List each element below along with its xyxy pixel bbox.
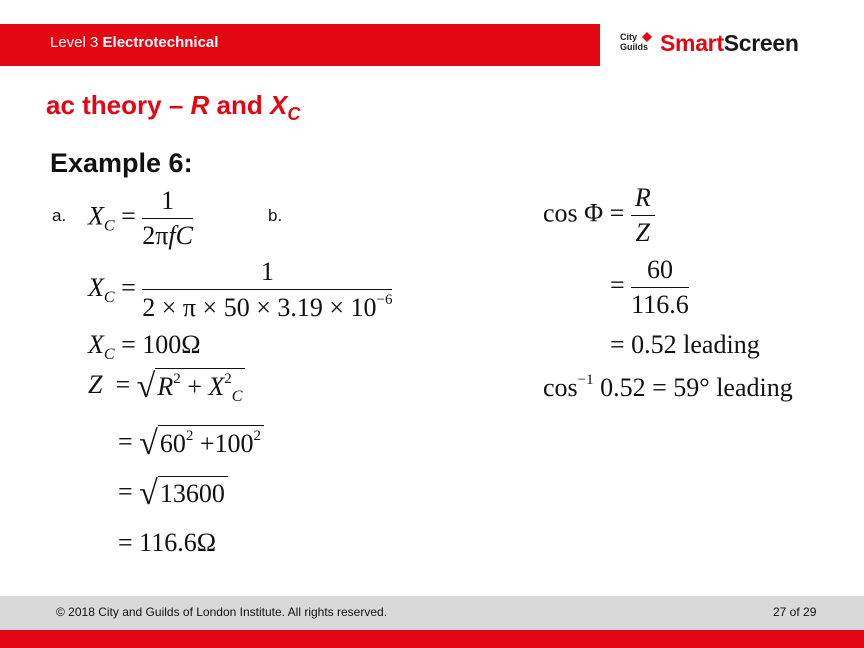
xc-formula: $X_C$ = $\frac{1}{\text{2πfC}}$ [88,186,193,250]
cos-phi-formula: cos Φ = $\frac{R}{Z}$ [543,183,655,248]
example-heading: Example 6: [50,148,193,178]
course-label: Level 3 Electrotechnical [50,34,219,51]
city-guilds-mark-icon [642,32,652,42]
cos-phi-step-2: = 0.52 leading [610,330,760,359]
xc-result: $X_C = 100\Omega$ [88,330,201,363]
course-subject: Electrotechnical [102,34,219,51]
cos-phi-step-1: = $\frac{60}{116.6}$ [610,255,689,319]
slide-title: ac theory – R and $X_C$ [46,90,301,124]
inverse-cos-result: $\cos^{-1} 0.52 = 59^\circ$ leading [543,372,793,402]
impedance-formula: $Z = √R^2 + X^2_C$ [88,368,245,406]
impedance-step-1: = $√60^2 +100^2$ [118,425,264,463]
smartscreen-logo [620,30,820,60]
copyright-text: © 2018 City and Guilds of London Institute. All rights reserved. [56,605,388,619]
part-a-label: a. [52,206,67,225]
impedance-step-2: = √13600 [118,475,228,513]
part-b-label: b. [268,206,283,225]
page-number: 27 of 29 [773,605,817,619]
city-guilds-wordmark: City Guilds [620,32,649,52]
footer-accent [0,630,864,648]
smartscreen-wordmark: SmartScreen [660,30,799,56]
impedance-result: = 116.6Ω [118,528,217,557]
xc-substitution: $X_C$ = $\frac{1}{2 \times \pi \times 50 \times 3.19 \times 10^{-6}}$ [88,257,393,322]
